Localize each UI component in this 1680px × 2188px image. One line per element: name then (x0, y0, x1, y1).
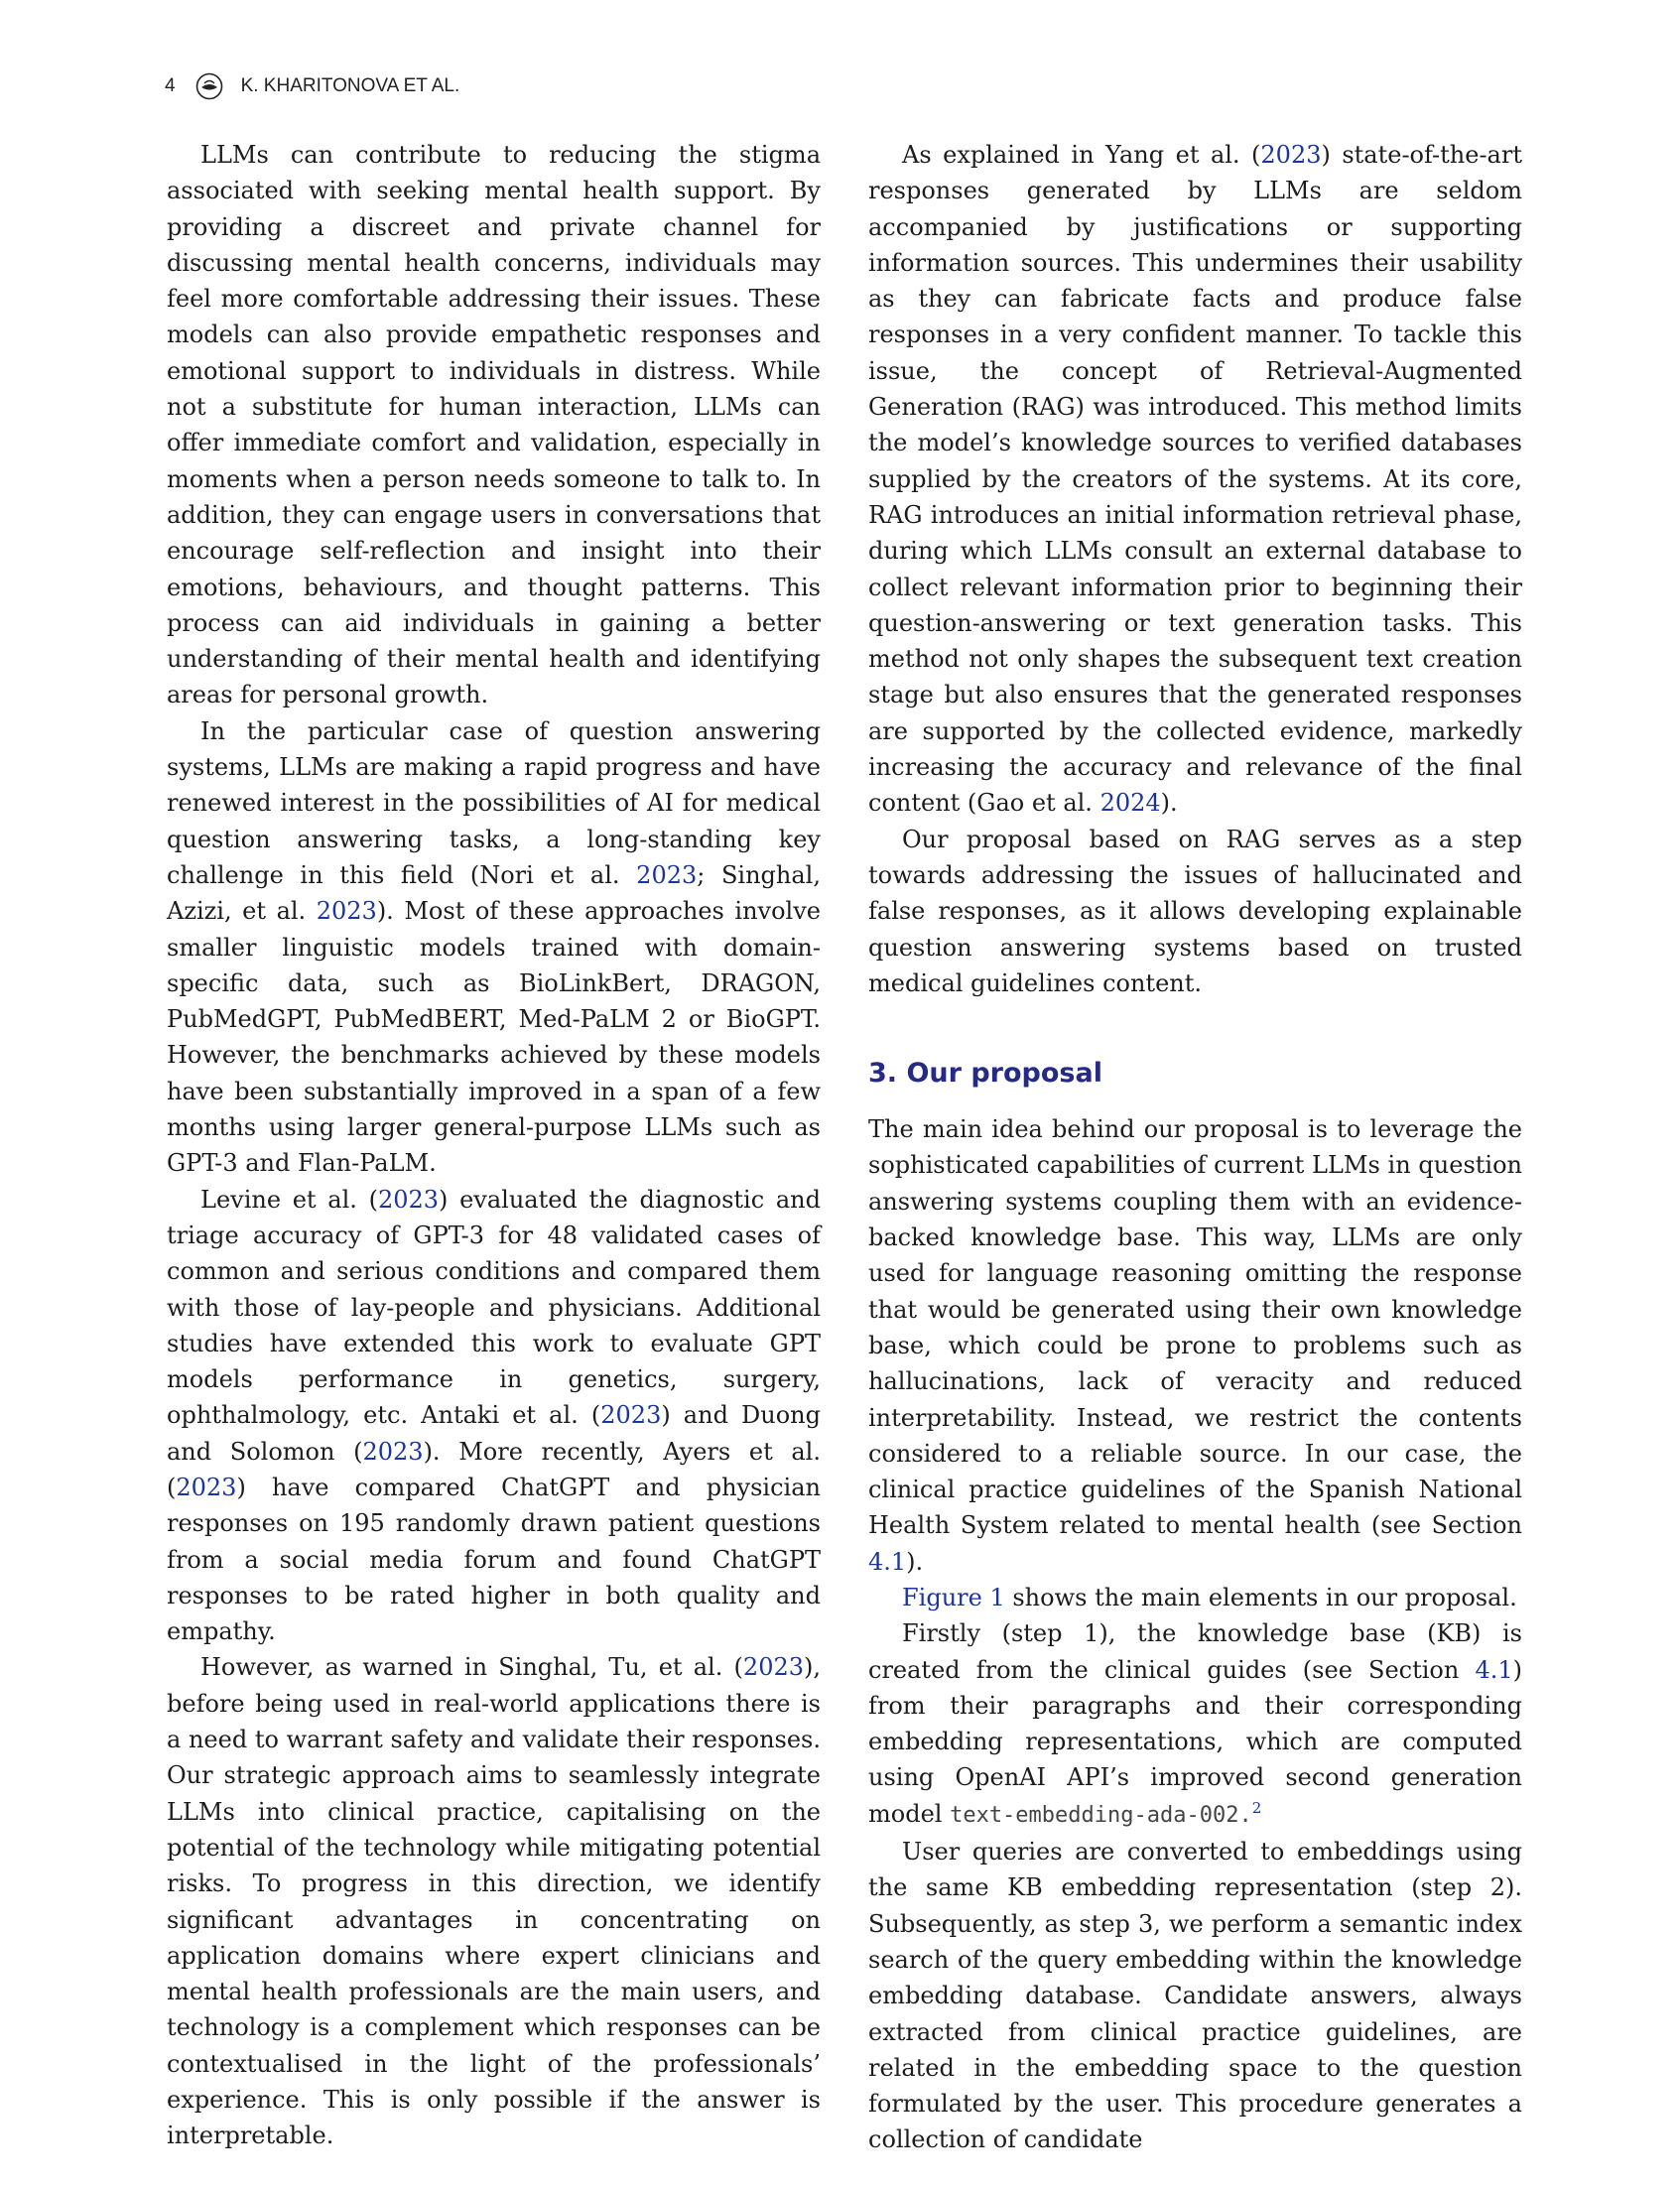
section-heading: 3. Our proposal (868, 1058, 1102, 1090)
model-name-code: text-embedding-ada-002. (950, 1802, 1252, 1828)
running-head-authors: K. KHARITONOVA ET AL. (240, 75, 460, 96)
citation-link[interactable]: 2023 (1260, 141, 1322, 169)
left-paragraph-1: LLMs can contribute to reducing the stigma associated with seeking mental health support. By providing a discreet and private channel for discussing mental health concerns, individuals may feel more comfortable addressing their issues. These models can also provide empathetic responses and emotional support to individuals in distress. While not a substitute for human interaction, LLMs can offer immediate comfort and validation, especially in moments when a person needs someone to talk to. In addition, they can engage users in conversations that encourage self-reflection and insight into their emotions, behaviours, and thought patterns. This process can aid individuals in gaining a better understanding of their mental health and identifying areas for personal growth. (167, 141, 821, 709)
citation-link[interactable]: 2024 (1099, 789, 1161, 818)
left-paragraph-4: However, as warned in Singhal, Tu, et al. (2023), before being used in real-world applications there is a need to warrant safety and validate their responses. Our strategic approach aims to seamlessly integrate LLMs into clinical practice, capitalising on the potential of the technology while mitigating potential risks. To progress in this direction, we identify significant advantages in concentrating on application domains where expert clinicians and mental health professionals are the main users, and technology is a complement which responses can be contextualised in the light of the professionals’ experience. This is only possible if the answer is interpretable. (167, 1653, 821, 2150)
citation-link[interactable]: 2023 (176, 1473, 237, 1501)
citation-link[interactable]: 2023 (636, 860, 698, 889)
citation-link[interactable]: 2023 (316, 897, 377, 926)
left-paragraph-3: Levine et al. (2023) evaluated the diagnostic and triage accuracy of GPT-3 for 48 validated cases of common and serious conditions and compared them with those of lay-people and physicians. Additional studies have extended this work to evaluate GPT models performance in genetics, surgery, ophthalmology, etc. Antaki et al. (2023) and Duong and Solomon (2023). More recently, Ayers et al. (2023) have compared ChatGPT and physician responses on 195 randomly drawn patient questions from a social media forum and found ChatGPT responses to be rated higher in both quality and empathy. (167, 1185, 822, 1646)
right-paragraph-4: Figure 1 shows the main elements in our proposal. (902, 1583, 1517, 1611)
right-paragraph-2: Our proposal based on RAG serves as a step towards addressing the issues of hallucinated and false responses, as it allows developing explainable question answering systems based on trusted medical guidelines content. (868, 825, 1522, 997)
left-column (167, 137, 821, 2154)
citation-link[interactable]: 2023 (742, 1653, 804, 1682)
right-paragraph-3: The main idea behind our proposal is to leverage the sophisticated capabilities of current LLMs in question answering systems coupling them with an evidence-backed knowledge base. This way, LLMs are only used for language reasoning omitting the response that would be generated using their own knowledge base, which could be prone to problems such as hallucinations, lack of veracity and reduced interpretability. Instead, we restrict the contents considered to a reliable source. In our case, the clinical practice guidelines of the Spanish National Health System related to mental health (see Section 4.1). (868, 1115, 1522, 1576)
right-paragraph-5: Firstly (step 1), the knowledge base (KB) is created from the clinical guides (see Section 4.1) from their paragraphs and their corresponding embedding representations, which are computed using OpenAI API’s improved second generation model text-embedding-ada-002.$^2$ (868, 1619, 1522, 1828)
footnote-marker[interactable]: 2 (1251, 1798, 1262, 1817)
page-number: 4 (165, 75, 176, 96)
section-link[interactable]: 4.1 (868, 1547, 907, 1576)
right-paragraph-1: As explained in Yang et al. (2023) state-of-the-art responses generated by LLMs are seldom accompanied by justifications or supporting information sources. This undermines their usability as they can fabricate facts and produce false responses in a very confident manner. To tackle this issue, the concept of Retrieval-Augmented Generation (RAG) was introduced. This method limits the model’s knowledge sources to verified databases supplied by the creators of the systems. At its core, RAG introduces an initial information retrieval phase, during which LLMs consult an external database to collect relevant information prior to beginning their question-answering or text generation tasks. This method not only shapes the subsequent text creation stage but also ensures that the generated responses are supported by the collected evidence, markedly increasing the accuracy and relevance of the final content (Gao et al. 2024). (868, 141, 1522, 818)
citation-link[interactable]: 2023 (377, 1185, 440, 1214)
journal-logo-icon (195, 72, 223, 100)
running-head (165, 69, 459, 103)
citation-link[interactable]: 2023 (600, 1401, 662, 1430)
right-column (868, 137, 1522, 2158)
left-paragraph-2: In the particular case of question answering systems, LLMs are making a rapid progress and have renewed interest in the possibilities of AI for medical question answering tasks, a long-standing key challenge in this field (Nori et al. 2023; Singhal, Azizi, et al. 2023). Most of these approaches involve smaller linguistic models trained with domain-specific data, such as BioLinkBert, DRAGON, PubMedGPT, PubMedBERT, Med-PaLM 2 or BioGPT. However, the benchmarks achieved by these models have been substantially improved in a span of a few months using larger general-purpose LLMs such as GPT-3 and Flan-PaLM. (167, 716, 821, 1178)
section-link[interactable]: 4.1 (1475, 1655, 1513, 1684)
figure-link[interactable]: Figure 1 (902, 1583, 1005, 1611)
citation-link[interactable]: 2023 (362, 1437, 424, 1466)
right-paragraph-6: User queries are converted to embeddings using the same KB embedding representation (step 2). Subsequently, as step 3, we perform a semantic index search of the query embedding within the knowledge embedding database. Candidate answers, always extracted from clinical practice guidelines, are related in the embedding space to the question formulated by the user. This procedure generates a collection of candidate (868, 1838, 1522, 2154)
